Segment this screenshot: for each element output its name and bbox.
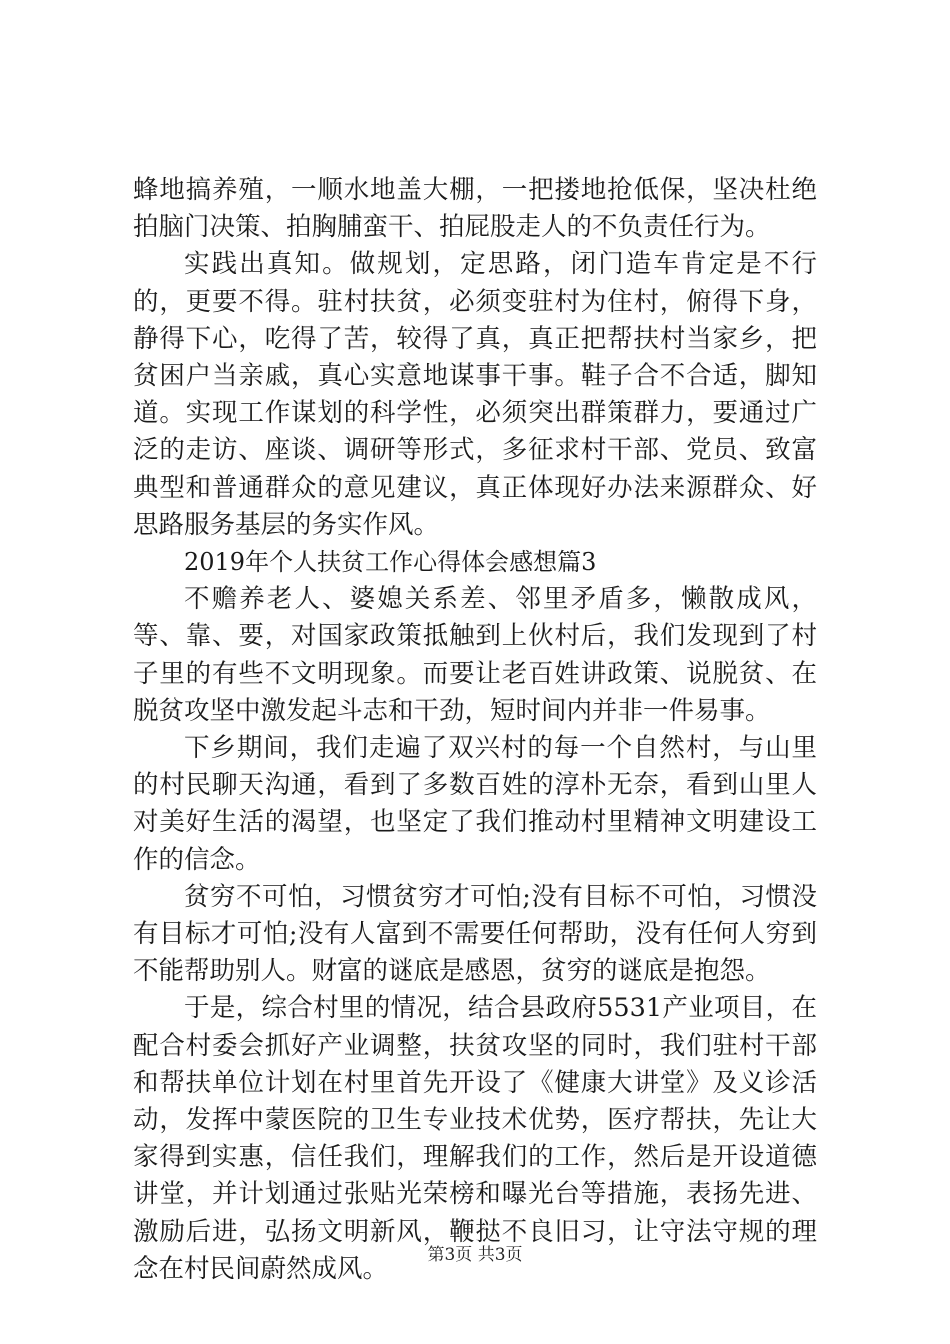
page-footer: 第3页 共3页 — [427, 1245, 523, 1265]
paragraph-village-visit: 下乡期间，我们走遍了双兴村的每一个自然村，与山里的村民聊天沟通，看到了多数百姓的淳朴无奈，看到山里人对美好生活的渴望，也坚定了我们推动村里精神文明建设工作的信念。 — [133, 733, 817, 875]
paragraph-practice: 实践出真知。做规划，定思路，闭门造车肯定是不行的，更要不得。驻村扶贫，必须变驻村为住村，俯得下身，静得下心，吃得了苦，较得了真，真正把帮扶村当家乡，把贫困户当亲戚，真心实意地谋事干事。鞋子合不合适，脚知道。实现工作谋划的科学性，必须突出群策群力，要通过广泛的走访、座谈、调研等形式，多征求村干部、党员、致富典型和普通群众的意见建议，真正体现好办法来源群众、好思路服务基层的务实作风。 — [133, 249, 817, 540]
paragraph-problems: 不赡养老人、婆媳关系差、邻里矛盾多，懒散成风，等、靠、要，对国家政策抵触到上伙村后，我们发现到了村子里的有些不文明现象。而要让老百姓讲政策、说脱贫、在脱贫攻坚中激发起斗志和干劲，短时间内并非一件易事。 — [133, 584, 817, 726]
paragraph-poverty-mindset: 贫穷不可怕，习惯贫穷才可怕;没有目标不可怕，习惯没有目标才可怕;没有人富到不需要任何帮助，没有任何人穷到不能帮助别人。财富的谜底是感恩，贫穷的谜底是抱怨。 — [133, 881, 817, 987]
paragraph-continuation: 蜂地搞养殖，一顺水地盖大棚，一把搂地抢低保，坚决杜绝拍脑门决策、拍胸脯蛮干、拍屁股走人的不负责任行为。 — [133, 175, 817, 243]
section-heading: 2019年个人扶贫工作心得体会感想篇3 — [184, 548, 597, 577]
document-body — [133, 172, 817, 1288]
paragraph-actions: 于是，综合村里的情况，结合县政府5531产业项目，在配合村委会抓好产业调整，扶贫攻坚的同时，我们驻村干部和帮扶单位计划在村里首先开设了《健康大讲堂》及义诊活动，发挥中蒙医院的卫生专业技术优势，医疗帮扶，先让大家得到实惠，信任我们，理解我们的工作，然后是开设道德讲堂，并计划通过张贴光荣榜和曝光台等措施，表扬先进、激励后进，弘扬文明新风，鞭挞不良旧习，让守法守规的理念在村民间蔚然成风。 — [133, 993, 817, 1284]
